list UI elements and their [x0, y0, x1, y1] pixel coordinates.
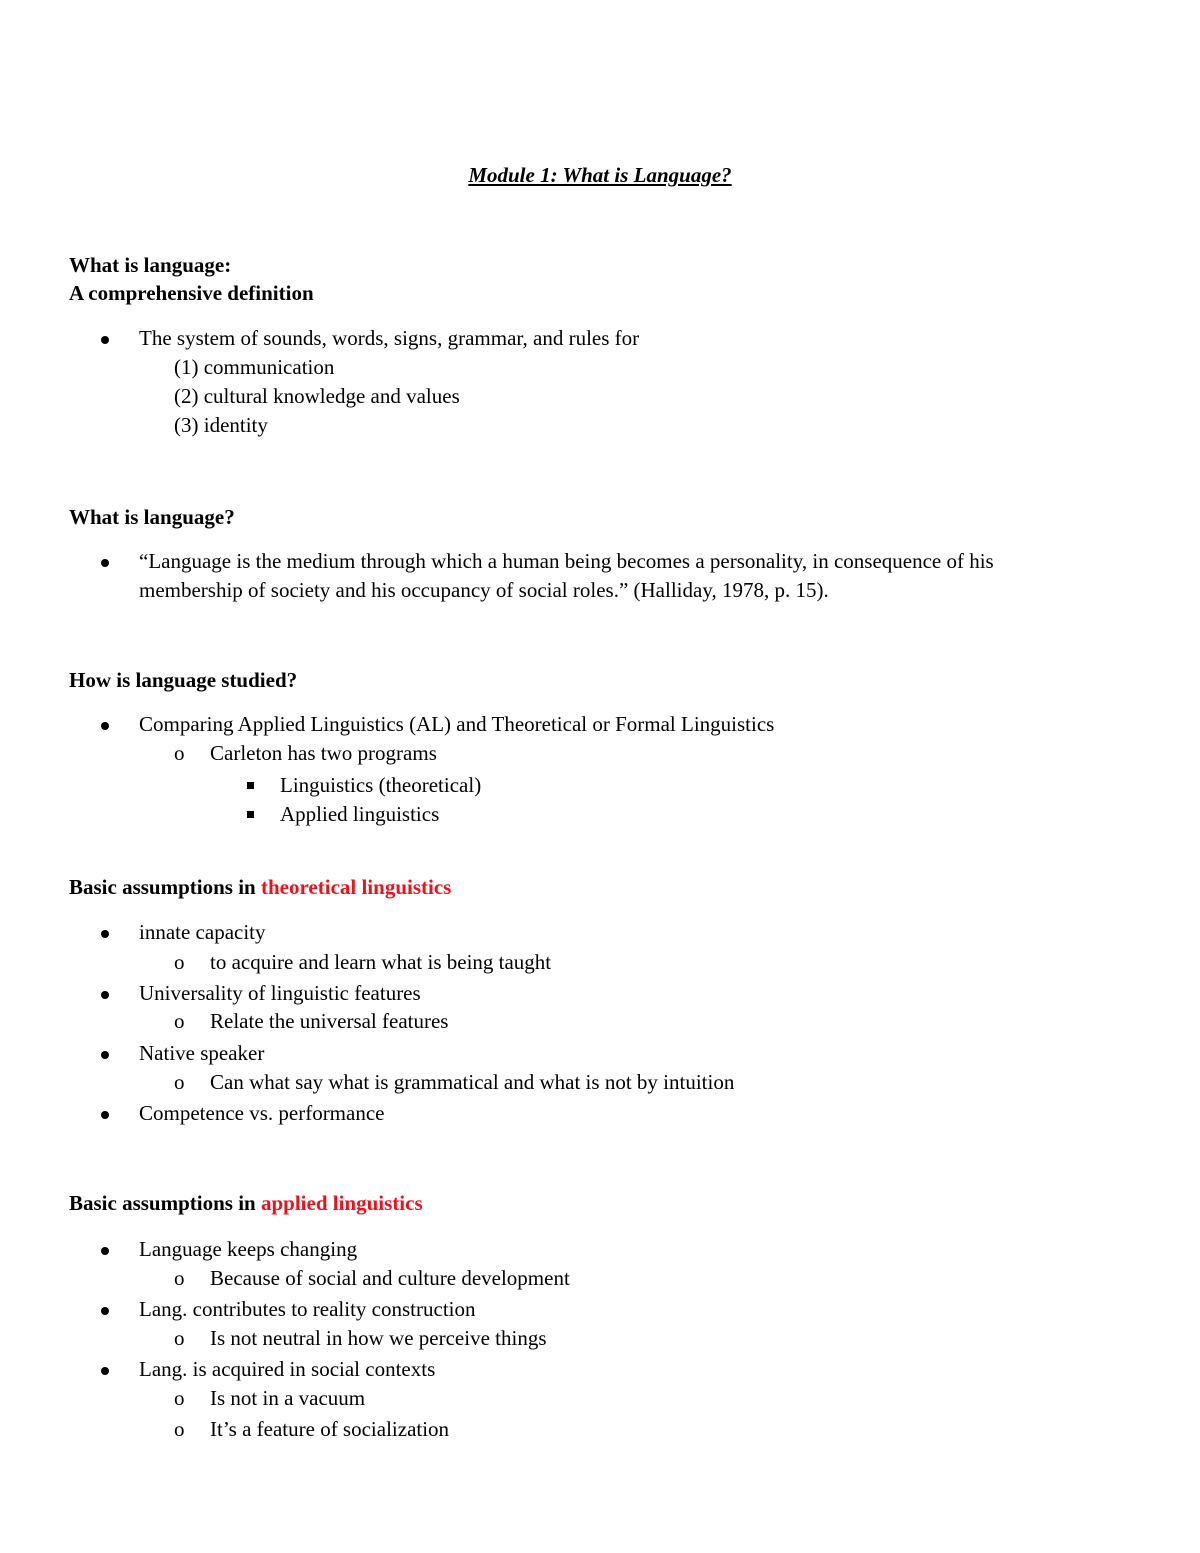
circle-bullet-icon: o [174, 1417, 185, 1441]
bullet-icon [101, 991, 109, 999]
circle-bullet-icon: o [174, 1386, 185, 1410]
bullet-icon [101, 930, 109, 938]
list-item: (1) communication [174, 355, 335, 379]
circle-bullet-icon: o [174, 1326, 185, 1350]
page-title: Module 1: What is Language? [468, 163, 732, 187]
document-page: Module 1: What is Language? What is language: A comprehensive definition The system of sounds, words, signs, grammar, and rules for (1) communication (2) cultural knowledge and values (3) identity What is language? “Language is the medium through which a human being becomes a personality, in consequence of his membership of society and his occupancy of social roles.” (Halliday, 1978, p. 15). How is language studied? Comparing Applied Linguistics (AL) and Theoretical or Formal Linguistics o Carleton has two programs Linguistics (theoretical) Applied linguistics Basic assumptions in theoretical linguistics innate capacity o to acquire and learn what is being taught Universality of linguistic features o Relate the universal features Native speaker o Can what say what is grammatical and what is not by intuition Competence vs. performance Basic assumptions in applied linguistics Language keeps changing o Because of social and culture development Lang. contributes to reality construction o Is not neutral in how we perceive things Lang. is acquired in social contexts o Is not in a vacuum o It’s a feature of socialization [0, 0, 1200, 1553]
quote-continuation: membership of society and his occupancy of social roles.” (Halliday, 1978, p. 15). [139, 578, 829, 602]
square-bullet-icon [247, 811, 254, 818]
bullet-icon [101, 722, 109, 730]
section-heading-theoretical: Basic assumptions in theoretical linguistics [69, 875, 452, 899]
circle-bullet-icon: o [174, 950, 185, 974]
section-heading-applied: Basic assumptions in applied linguistics [69, 1191, 423, 1215]
highlight-theoretical: theoretical linguistics [260, 875, 452, 899]
bullet-icon [101, 559, 109, 567]
square-bullet-icon [247, 782, 254, 789]
bullet-icon [101, 1247, 109, 1255]
list-item: (2) cultural knowledge and values [174, 384, 460, 408]
bullet-icon [101, 1051, 109, 1059]
highlight-applied: applied linguistics [260, 1191, 423, 1215]
circle-bullet-icon: o [174, 741, 185, 765]
circle-bullet-icon: o [174, 1266, 185, 1290]
circle-bullet-icon: o [174, 1009, 185, 1033]
bullet-icon [101, 1111, 109, 1119]
section-heading-how-studied: How is language studied? [69, 668, 298, 692]
section-subheading-definition: A comprehensive definition [69, 281, 314, 305]
circle-bullet-icon: o [174, 1070, 185, 1094]
list-item: (3) identity [174, 413, 268, 437]
section-heading-what-is-language: What is language: [69, 253, 232, 277]
bullet-icon [101, 1307, 109, 1315]
bullet-icon [101, 1367, 109, 1375]
section-heading-what-is-language-2: What is language? [69, 505, 235, 529]
bullet-icon [101, 336, 109, 344]
